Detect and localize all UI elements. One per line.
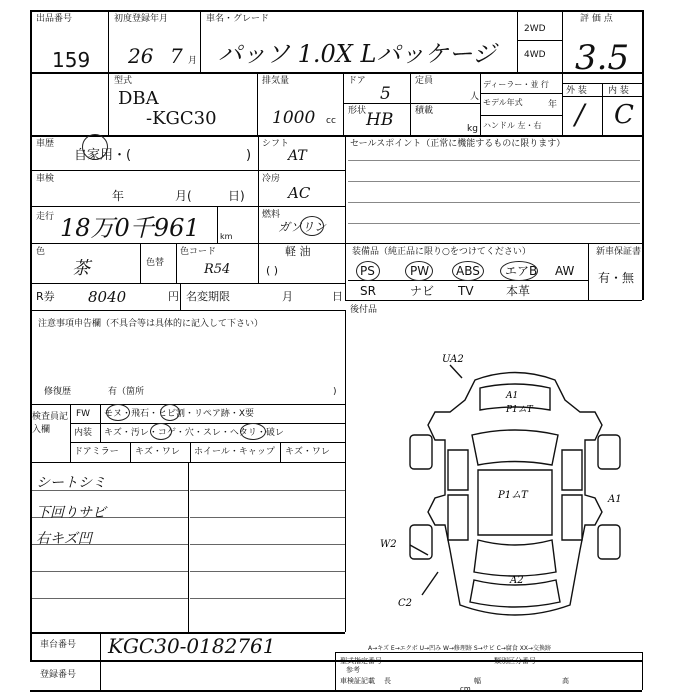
drive-4wd: 4WD: [524, 50, 546, 60]
equip-leather: 本革: [506, 284, 531, 298]
displacement-unit: cc: [326, 116, 336, 126]
lot-label: 出品番号: [36, 14, 73, 24]
check-wheel-items: キズ・ワレ: [285, 447, 330, 457]
name-change-label: 名変期限: [186, 290, 230, 303]
interior-circle-2: [240, 423, 266, 440]
shift-label: シフト: [262, 139, 290, 149]
interior-value: C: [614, 100, 634, 130]
loading-label: 積載: [415, 106, 434, 116]
fuel-alt: 軽 油: [285, 245, 311, 258]
inspection-month: 月(: [175, 189, 192, 203]
notes-label: 注意事項申告欄（不具合等は具体的に記入して下さい）: [38, 319, 264, 329]
equip-pw-circle: [405, 261, 433, 281]
repair-value: 有（箇所: [108, 387, 145, 397]
check-fw-items: モヌ・飛石・ヒビ割・リペア跡・X要: [104, 409, 254, 419]
car-name-value: パッソ 1.0X Lパッケージ: [218, 40, 496, 68]
warranty-label: 新車保証書: [596, 247, 642, 257]
first-reg-year: 26: [128, 44, 154, 68]
color-change-label: 色替: [146, 258, 165, 268]
mark-7: C2: [398, 598, 413, 609]
first-reg-label: 初度登録年月: [114, 14, 169, 24]
color-value: 茶: [72, 258, 90, 279]
handle-label: ハンドル 左・右: [483, 121, 542, 130]
footer-cm: cm: [460, 685, 471, 693]
dealer-label: ディーラー・並 行: [483, 80, 549, 89]
lot-value: 159: [52, 48, 91, 72]
equip-abs-circle: [452, 261, 484, 281]
mileage-label: 走行: [36, 212, 55, 222]
mark-5: W2: [380, 539, 397, 550]
fuel-circle: [300, 216, 324, 236]
color-label: 色: [36, 247, 46, 257]
footer-dim: 車検証記載: [340, 677, 375, 685]
footer-verify: 型式指定番号: [340, 657, 382, 665]
note-3: 右キズ凹: [36, 531, 92, 547]
equipment-label: 装備品（純正品に限り○をつけてください）: [352, 247, 531, 257]
equip-ps: PS: [360, 264, 375, 278]
footer-height: 高: [562, 677, 569, 685]
color-code-label: 色コード: [180, 247, 217, 257]
equip-pw: PW: [410, 264, 430, 278]
inspection-label: 車検: [36, 174, 55, 184]
equip-navi: ナビ: [410, 284, 435, 298]
fuel-label: 燃料: [262, 210, 281, 220]
first-reg-month-unit: 月: [188, 56, 198, 66]
fuel-paren: ( ): [266, 264, 279, 277]
capacity-unit: 人: [470, 92, 480, 102]
exterior-label: 外 装: [566, 86, 587, 96]
registration-label: 登録番号: [40, 670, 77, 680]
warranty-value: 有・無: [598, 271, 635, 285]
check-fw-key: FW: [76, 409, 91, 419]
fw-circle: [106, 404, 130, 421]
equip-aw: AW: [555, 264, 575, 278]
door-value: 5: [380, 84, 391, 104]
history-close: ): [246, 148, 252, 163]
mark-6: A2: [510, 575, 524, 586]
check-mirror-items: キズ・ワレ: [135, 447, 180, 457]
chassis-value: KGC30-0182761: [108, 634, 276, 658]
first-reg-month: 7: [170, 44, 183, 68]
model-line1: DBA: [118, 88, 159, 109]
check-interior-items: キズ・汚レ・コゲ・穴・スレ・ヘタリ・破レ: [104, 428, 284, 438]
mark-1: A1: [506, 391, 519, 401]
check-wheel: ホイール・キャップ: [194, 447, 275, 457]
aftermarket-label: 後付品: [350, 305, 378, 315]
loading-unit: kg: [467, 124, 478, 134]
mark-4: P1ムT: [498, 490, 528, 501]
model-line2: -KGC30: [146, 108, 217, 129]
history-value: 自家用・(: [74, 148, 132, 163]
equip-sr: SR: [360, 284, 376, 298]
equip-airbag: エアB: [505, 264, 538, 278]
footer-ref: 参考: [346, 666, 360, 674]
grade-label: 評 価 点: [580, 14, 613, 24]
history-label: 車歴: [36, 139, 55, 149]
door-label: ドア: [348, 76, 366, 86]
model-year-label: モデル年式: [483, 98, 523, 107]
interior-circle: [150, 423, 172, 440]
recycle-label: R券: [36, 290, 55, 303]
equip-abs: ABS: [456, 264, 480, 278]
name-change-month: 月: [282, 290, 293, 303]
grade-value: 3.5: [575, 38, 630, 78]
model-label: 型式: [114, 76, 133, 86]
mileage-unit: km: [220, 232, 233, 241]
car-diagram: [380, 340, 650, 630]
drive-2wd: 2WD: [524, 24, 546, 34]
check-mirror: ドアミラー: [74, 447, 119, 457]
mileage-value: 18万0千961: [60, 214, 200, 242]
mark-top: UA2: [442, 354, 464, 365]
fuel-value: ガソリン: [278, 220, 327, 234]
inspection-day: 日): [228, 189, 245, 203]
inspection-year: 年: [112, 189, 125, 203]
color-code-value: R54: [204, 262, 231, 277]
exterior-value: /: [575, 98, 585, 131]
inspector-label: 検査員記入欄: [32, 412, 69, 435]
shape-label: 形状: [348, 106, 367, 116]
name-change-day: 日: [332, 290, 343, 303]
mark-3: A1: [608, 494, 622, 505]
check-interior-key: 内装: [74, 428, 93, 438]
displacement-label: 排気量: [262, 76, 290, 86]
equip-airbag-circle: [500, 261, 538, 281]
footer-long: 長: [384, 677, 391, 685]
history-circle: [82, 134, 108, 160]
shape-value: HB: [366, 110, 394, 130]
interior-label: 内 装: [608, 86, 629, 96]
footer-width: 幅: [474, 677, 481, 685]
footer-class: 類別区分番号: [494, 657, 536, 665]
equip-ps-circle: [356, 261, 380, 281]
sales-point-label: セールスポイント（正常に機能するものに限ります）: [350, 139, 566, 149]
mark-2: P1ムT: [506, 405, 533, 415]
repair-close: ): [333, 387, 337, 397]
fw-circle-2: [160, 404, 180, 421]
damage-legend: A→キズ E→エクボ U→凹み W→修理跡 S→サビ C→腐食 XX→交換跡: [368, 645, 551, 652]
recycle-unit: 円: [168, 290, 179, 303]
model-year-unit: 年: [548, 100, 558, 110]
note-2: 下回りサビ: [36, 505, 106, 521]
chassis-label: 車台番号: [40, 640, 77, 650]
capacity-label: 定員: [415, 76, 434, 86]
equip-tv: TV: [458, 284, 474, 298]
cooler-value: AC: [288, 184, 311, 202]
displacement-value: 1000: [272, 108, 316, 128]
recycle-value: 8040: [88, 288, 127, 306]
shift-value: AT: [288, 148, 307, 164]
note-1: シートシミ: [36, 475, 106, 491]
cooler-label: 冷房: [262, 174, 281, 184]
repair-label: 修復歴: [44, 387, 72, 397]
car-name-label: 車名・グレード: [206, 14, 270, 24]
